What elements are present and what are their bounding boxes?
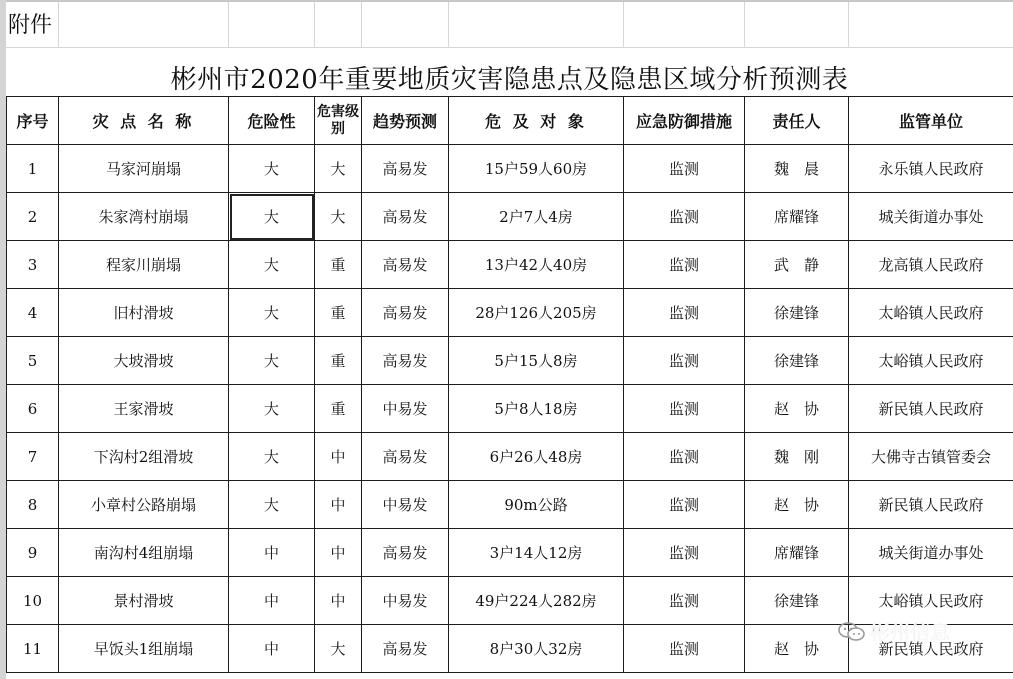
watermark-text: 彬州信息 [870, 620, 950, 644]
header-unit[interactable]: 监管单位 [849, 97, 1013, 145]
sheet-cell[interactable] [58, 2, 229, 47]
cell-target[interactable]: 28户126人205房 [449, 289, 624, 337]
cell-name[interactable]: 旧村滑坡 [59, 289, 229, 337]
cell-risk[interactable]: 大 [229, 385, 315, 433]
sheet-cell[interactable] [448, 2, 624, 47]
cell-person[interactable]: 魏 刚 [745, 433, 849, 481]
cell-name[interactable]: 大坡滑坡 [59, 337, 229, 385]
cell-measure[interactable]: 监测 [624, 289, 745, 337]
cell-name[interactable]: 下沟村2组滑坡 [59, 433, 229, 481]
cell-unit[interactable]: 太峪镇人民政府 [849, 289, 1013, 337]
cell-trend[interactable]: 高易发 [362, 625, 449, 673]
cell-seq[interactable]: 9 [7, 529, 59, 577]
cell-unit[interactable]: 太峪镇人民政府 [849, 337, 1013, 385]
cell-risk[interactable]: 中 [229, 625, 315, 673]
cell-name[interactable]: 小章村公路崩塌 [59, 481, 229, 529]
cell-measure[interactable]: 监测 [624, 241, 745, 289]
sheet-cell[interactable] [361, 2, 449, 47]
cell-measure[interactable]: 监测 [624, 337, 745, 385]
cell-name[interactable]: 早饭头1组崩塌 [59, 625, 229, 673]
header-person[interactable]: 责任人 [745, 97, 849, 145]
cell-level[interactable]: 中 [315, 481, 362, 529]
cell-person[interactable]: 赵 协 [745, 481, 849, 529]
cell-seq[interactable]: 8 [7, 481, 59, 529]
cell-person[interactable]: 赵 协 [745, 625, 849, 673]
cell-target[interactable]: 90m公路 [449, 481, 624, 529]
header-row [7, 97, 1013, 145]
cell-seq[interactable]: 3 [7, 241, 59, 289]
cell-trend[interactable]: 高易发 [362, 241, 449, 289]
cell-level[interactable]: 重 [315, 337, 362, 385]
cell-target[interactable]: 5户15人8房 [449, 337, 624, 385]
cell-measure[interactable]: 监测 [624, 529, 745, 577]
cell-measure[interactable]: 监测 [624, 145, 745, 193]
cell-level[interactable]: 重 [315, 385, 362, 433]
cell-seq[interactable]: 1 [7, 145, 59, 193]
cell-name[interactable]: 朱家湾村崩塌 [59, 193, 229, 241]
cell-level[interactable]: 大 [315, 145, 362, 193]
header-trend[interactable]: 趋势预测 [362, 97, 449, 145]
spreadsheet [6, 2, 1013, 679]
sheet-cell[interactable] [228, 2, 315, 47]
cell-name[interactable]: 程家川崩塌 [59, 241, 229, 289]
cell-risk[interactable]: 大 [229, 481, 315, 529]
cell-target[interactable]: 5户8人18房 [449, 385, 624, 433]
cell-measure[interactable]: 监测 [624, 481, 745, 529]
cell-unit[interactable]: 太峪镇人民政府 [849, 577, 1013, 625]
cell-trend[interactable]: 高易发 [362, 433, 449, 481]
cell-name[interactable]: 南沟村4组崩塌 [59, 529, 229, 577]
attachment-row [6, 2, 1013, 48]
cell-target[interactable]: 6户26人48房 [449, 433, 624, 481]
cell-seq[interactable]: 5 [7, 337, 59, 385]
cell-unit[interactable]: 城关街道办事处 [849, 193, 1013, 241]
cell-unit[interactable]: 龙高镇人民政府 [849, 241, 1013, 289]
cell-risk[interactable]: 中 [229, 577, 315, 625]
cell-unit[interactable]: 新民镇人民政府 [849, 625, 1013, 673]
cell-risk[interactable]: 中 [229, 529, 315, 577]
cell-trend[interactable]: 高易发 [362, 145, 449, 193]
cell-measure[interactable]: 监测 [624, 625, 745, 673]
cell-person[interactable]: 席耀锋 [745, 529, 849, 577]
table-row [7, 337, 1013, 385]
cell-level[interactable]: 重 [315, 241, 362, 289]
cell-person[interactable]: 徐建锋 [745, 577, 849, 625]
cell-name[interactable]: 王家滑坡 [59, 385, 229, 433]
table-row [7, 145, 1013, 193]
cell-unit[interactable]: 新民镇人民政府 [849, 385, 1013, 433]
cell-measure[interactable]: 监测 [624, 193, 745, 241]
cell-target[interactable]: 49户224人282房 [449, 577, 624, 625]
cell-person[interactable]: 赵 协 [745, 385, 849, 433]
cell-target[interactable]: 2户7人4房 [449, 193, 624, 241]
cell-level[interactable]: 重 [315, 289, 362, 337]
header-seq[interactable]: 序号 [7, 97, 59, 145]
cell-level[interactable]: 大 [315, 193, 362, 241]
cell-trend[interactable]: 中易发 [362, 385, 449, 433]
hazard-table [6, 96, 1013, 673]
table-row [7, 385, 1013, 433]
cell-trend[interactable]: 中易发 [362, 577, 449, 625]
cell-level[interactable]: 中 [315, 433, 362, 481]
attachment-label: 附件 [8, 13, 53, 38]
cell-seq[interactable]: 10 [7, 577, 59, 625]
cell-person[interactable]: 魏 晨 [745, 145, 849, 193]
cell-target[interactable]: 15户59人60房 [449, 145, 624, 193]
sheet-cell[interactable] [623, 2, 745, 47]
cell-seq[interactable]: 6 [7, 385, 59, 433]
cell-trend[interactable]: 中易发 [362, 481, 449, 529]
cell-target[interactable]: 13户42人40房 [449, 241, 624, 289]
cell-risk[interactable]: 大 [229, 145, 315, 193]
table-row [7, 529, 1013, 577]
table-row [7, 289, 1013, 337]
cell-measure[interactable]: 监测 [624, 577, 745, 625]
cell-unit[interactable]: 永乐镇人民政府 [849, 145, 1013, 193]
table-row [7, 241, 1013, 289]
cell-name[interactable]: 马家河崩塌 [59, 145, 229, 193]
cell-seq[interactable]: 4 [7, 289, 59, 337]
watermark [838, 616, 950, 645]
cell-trend[interactable]: 高易发 [362, 529, 449, 577]
cell-trend[interactable]: 高易发 [362, 337, 449, 385]
cell-person[interactable]: 武 静 [745, 241, 849, 289]
cell-target[interactable]: 3户14人12房 [449, 529, 624, 577]
cell-measure[interactable]: 监测 [624, 385, 745, 433]
table-row [7, 433, 1013, 481]
table-row [7, 193, 1013, 241]
cell-risk[interactable]: 大 [229, 433, 315, 481]
cell-level[interactable]: 中 [315, 577, 362, 625]
cell-person[interactable]: 徐建锋 [745, 337, 849, 385]
cell-trend[interactable]: 高易发 [362, 289, 449, 337]
header-level[interactable]: 危害级别 [315, 97, 362, 145]
cell-unit[interactable]: 新民镇人民政府 [849, 481, 1013, 529]
cell-seq[interactable]: 2 [7, 193, 59, 241]
header-name[interactable]: 灾 点 名 称 [59, 97, 229, 145]
cell-unit[interactable]: 城关街道办事处 [849, 529, 1013, 577]
cell-risk[interactable]: 大 [229, 289, 315, 337]
cell-target[interactable]: 8户30人32房 [449, 625, 624, 673]
header-measure[interactable]: 应急防御措施 [624, 97, 745, 145]
cell-person[interactable]: 徐建锋 [745, 289, 849, 337]
cell-risk[interactable]: 大 [229, 337, 315, 385]
cell-trend[interactable]: 高易发 [362, 193, 449, 241]
sheet-cell[interactable] [744, 2, 849, 47]
cell-seq[interactable]: 11 [7, 625, 59, 673]
title-row [6, 47, 1013, 96]
cell-name[interactable]: 景村滑坡 [59, 577, 229, 625]
cell-measure[interactable]: 监测 [624, 433, 745, 481]
header-target[interactable]: 危 及 对 象 [449, 97, 624, 145]
sheet-cell[interactable] [314, 2, 362, 47]
cell-level[interactable]: 中 [315, 529, 362, 577]
cell-seq[interactable]: 7 [7, 433, 59, 481]
cell-unit[interactable]: 大佛寺古镇管委会 [849, 433, 1013, 481]
cell-person[interactable]: 席耀锋 [745, 193, 849, 241]
cell-risk[interactable]: 大 [229, 241, 315, 289]
wechat-icon [838, 622, 866, 642]
cell-risk-selected[interactable]: 大 [229, 193, 315, 241]
table-title[interactable]: 彬州市2020年重要地质灾害隐患点及隐患区域分析预测表 [170, 65, 849, 95]
table-row [7, 481, 1013, 529]
cell-level[interactable]: 大 [315, 625, 362, 673]
header-risk[interactable]: 危险性 [229, 97, 315, 145]
